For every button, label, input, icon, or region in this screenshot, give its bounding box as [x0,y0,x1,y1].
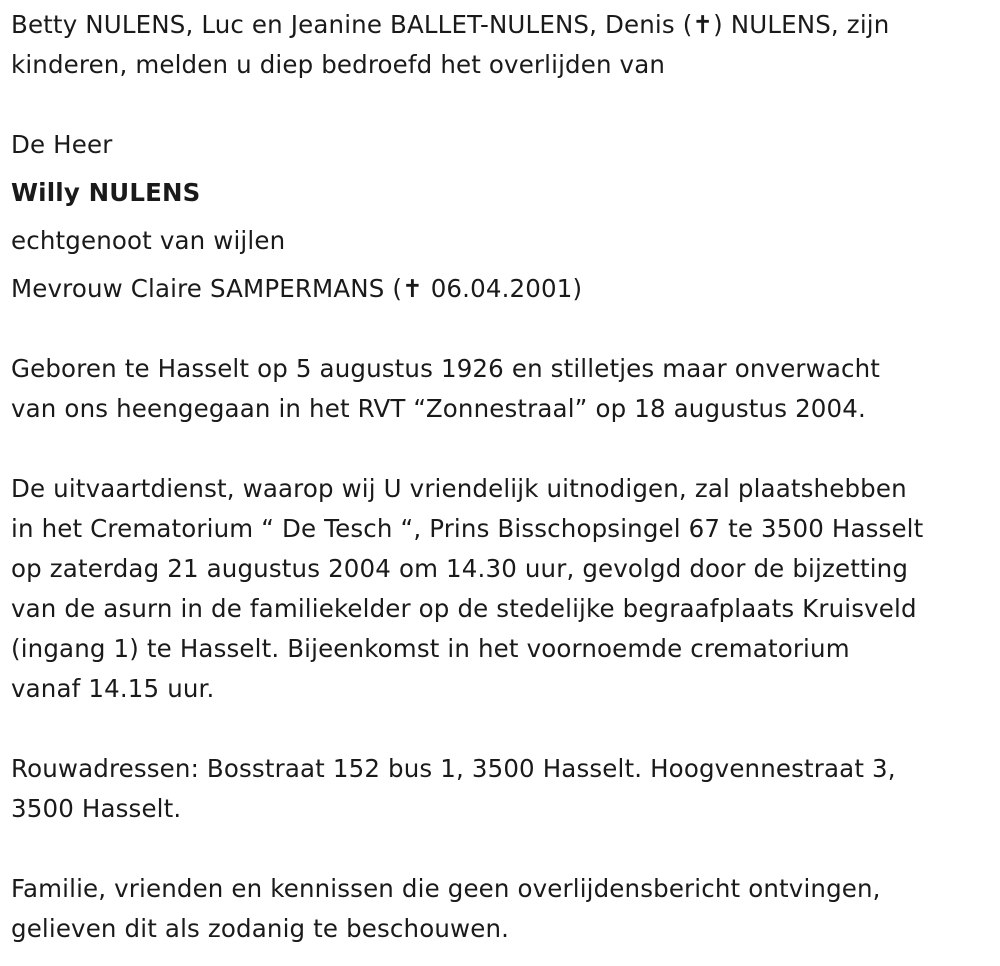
salutation: De Heer [11,130,113,159]
deceased-name: Willy NULENS [11,178,201,207]
spouse-name: Mevrouw Claire SAMPERMANS (✝ 06.04.2001) [11,274,583,303]
birth-line-1: Geboren te Hasselt op 5 augustus 1926 en stilletjes maar onverwacht [11,354,881,383]
birth-line-2: van ons heengegaan in het RVT “Zonnestraal” op 18 augustus 2004. [11,394,866,423]
relation-text: echtgenoot van wijlen [11,226,286,255]
addresses-line-1: Rouwadressen: Bosstraat 152 bus 1, 3500 Hasselt. Hoogvennestraat 3, [11,754,896,783]
funeral-line-5: (ingang 1) te Hasselt. Bijeenkomst in het voornoemde crematorium [11,634,850,663]
funeral-line-6: vanaf 14.15 uur. [11,674,215,703]
closing-line-2: gelieven dit als zodanig te beschouwen. [11,914,510,943]
addresses-line-2: 3500 Hasselt. [11,794,182,823]
closing-line-1: Familie, vrienden en kennissen die geen overlijdensbericht ontvingen, [11,874,881,903]
intro-line-1: Betty NULENS, Luc en Jeanine BALLET-NULENS, Denis (✝) NULENS, zijn [11,10,890,39]
funeral-line-4: van de asurn in de familiekelder op de stedelijke begraafplaats Kruisveld [11,594,917,623]
intro-line-2: kinderen, melden u diep bedroefd het overlijden van [11,50,666,79]
funeral-line-3: op zaterdag 21 augustus 2004 om 14.30 uur, gevolgd door de bijzetting [11,554,909,583]
funeral-line-1: De uitvaartdienst, waarop wij U vriendelijk uitnodigen, zal plaatshebben [11,474,907,503]
funeral-line-2: in het Crematorium “ De Tesch “, Prins Bisschopsingel 67 te 3500 Hasselt [11,514,924,543]
